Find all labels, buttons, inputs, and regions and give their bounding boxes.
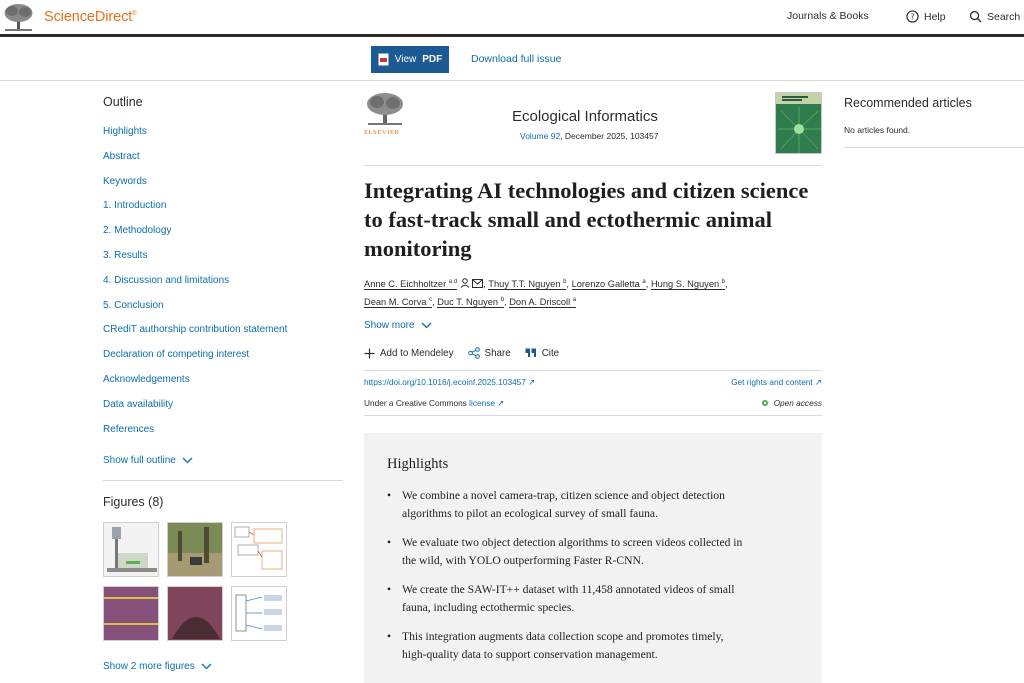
recommended-empty-message: No articles found. <box>844 125 911 135</box>
outline-item[interactable]: 1. Introduction <box>103 200 167 212</box>
highlight-item: • We combine a novel camera-trap, citizen science and object detection algorithms to pilot an ecological survey of small fauna. <box>387 487 747 523</box>
outline-item[interactable]: 3. Results <box>103 249 148 261</box>
cite-button[interactable]: Cite <box>525 347 559 359</box>
chevron-down-icon <box>421 322 432 329</box>
doi-link[interactable]: https://doi.org/10.1016/j.ecoinf.2025.103457 ↗ <box>364 377 536 387</box>
divider <box>364 370 822 371</box>
download-full-issue-link[interactable]: Download full issue <box>471 53 562 65</box>
journal-title[interactable]: Ecological Informatics <box>512 108 658 125</box>
figure-thumbnail[interactable] <box>231 586 287 641</box>
show-more-figures-button[interactable]: Show 2 more figures <box>103 661 212 672</box>
author-link[interactable]: Dean M. Corva $^c$ <box>364 297 433 308</box>
search-link[interactable]: Search <box>969 10 1020 23</box>
brand-logo[interactable]: ScienceDirect® <box>44 9 137 25</box>
outline-item[interactable]: Keywords <box>103 175 147 187</box>
quote-icon <box>525 348 537 358</box>
pdf-icon <box>378 53 389 66</box>
figure-thumbnail[interactable] <box>167 586 223 641</box>
open-access-icon <box>761 399 769 407</box>
add-to-mendeley-button[interactable]: Add to Mendeley <box>364 347 454 359</box>
volume-link[interactable]: Volume 92 <box>520 131 561 141</box>
site-header <box>0 0 1024 37</box>
view-pdf-button[interactable]: View PDF <box>371 46 449 73</box>
outline-item[interactable]: Highlights <box>103 126 147 137</box>
recommended-articles-heading: Recommended articles <box>844 96 972 110</box>
author-list: Anne C. Eichholtzer $^{a d}$ , Thuy T.T. Nguyen $^b$, Lorenzo Galletta $^a$, Hung S. Nguyen $^b$, Dean M. Corva $^c$, Duc T. Nguyen $^b$, Don A. Driscoll $^a$ <box>364 279 728 308</box>
author-link[interactable]: Anne C. Eichholtzer $^{a d}$ <box>364 279 458 290</box>
outline-item[interactable]: Declaration of competing interest <box>103 349 250 361</box>
chevron-down-icon <box>201 663 212 670</box>
svg-text:?: ? <box>910 11 915 22</box>
help-icon <box>906 10 919 23</box>
figure-thumbnail[interactable] <box>231 522 287 577</box>
outline-item[interactable]: Acknowledgements <box>103 373 190 385</box>
journals-books-link[interactable]: Journals & Books <box>787 10 869 22</box>
outline-list <box>103 126 287 448</box>
get-rights-link[interactable]: Get rights and content ↗ <box>731 377 822 387</box>
divider <box>364 165 822 166</box>
external-link-icon: ↗ <box>497 398 505 408</box>
open-access-badge: Open access <box>761 398 822 408</box>
highlights-section <box>364 433 822 683</box>
external-link-icon: ↗ <box>528 377 536 387</box>
plus-icon <box>364 348 375 359</box>
divider <box>844 147 1024 148</box>
license-link[interactable]: license <box>469 398 495 408</box>
publisher-name: ELSEVIER <box>364 129 400 136</box>
figure-thumbnail[interactable] <box>103 522 159 577</box>
divider <box>103 480 343 481</box>
outline-item[interactable]: CRediT authorship contribution statement <box>103 324 288 336</box>
chevron-down-icon <box>182 457 193 464</box>
share-icon <box>468 347 480 359</box>
share-button[interactable]: Share <box>468 347 511 359</box>
outline-heading: Outline <box>103 95 143 109</box>
figures-heading: Figures (8) <box>103 495 164 509</box>
outline-item[interactable]: 4. Discussion and limitations <box>103 274 230 286</box>
figure-thumbnail[interactable] <box>103 586 159 641</box>
author-link[interactable]: Hung S. Nguyen $^b$ <box>650 279 726 290</box>
highlight-item: • This integration augments data collection scope and promotes timely, high-quality data to support conservation management. <box>387 628 747 664</box>
outline-item[interactable]: 2. Methodology <box>103 225 172 237</box>
author-link[interactable]: Thuy T.T. Nguyen $^b$ <box>488 279 567 290</box>
journal-cover-image[interactable] <box>775 92 822 154</box>
divider <box>364 415 822 416</box>
external-link-icon: ↗ <box>815 377 822 387</box>
highlight-item: • We evaluate two object detection algorithms to screen videos collected in the wild, with YOLO outperforming Faster R-CNN. <box>387 534 747 570</box>
outline-item[interactable]: 5. Conclusion <box>103 299 164 311</box>
article-actions <box>364 347 559 359</box>
search-icon <box>969 10 982 23</box>
help-link[interactable]: ? Help <box>906 10 946 23</box>
person-icon[interactable] <box>460 278 470 288</box>
highlight-item: • We create the SAW-IT++ dataset with 11,458 annotated videos of small fauna, including ectothermic species. <box>387 581 747 617</box>
highlights-heading: Highlights <box>387 456 449 472</box>
email-icon[interactable] <box>472 279 483 288</box>
show-full-outline-button[interactable]: Show full outline <box>103 455 193 466</box>
show-more-button[interactable]: Show more <box>364 320 432 331</box>
author-link[interactable]: Duc T. Nguyen $^b$ <box>437 297 505 308</box>
article-toolbar <box>0 40 1024 81</box>
outline-item[interactable]: References <box>103 423 155 435</box>
figure-thumbnail[interactable] <box>167 522 223 577</box>
license-line: Under a Creative Commons license ↗ <box>364 398 505 408</box>
highlights-list <box>387 487 747 675</box>
author-link[interactable]: Lorenzo Galletta $^a$ <box>571 279 646 290</box>
outline-item[interactable]: Data availability <box>103 398 174 410</box>
article-title: Integrating AI technologies and citizen science to fast-track small and ectothermic animal monitoring <box>364 178 809 261</box>
outline-item[interactable]: Abstract <box>103 150 140 162</box>
author-link[interactable]: Don A. Driscoll $^a$ <box>509 297 577 308</box>
journal-issue-info: Volume 92, December 2025, 103457 <box>520 131 659 141</box>
elsevier-tree-logo[interactable] <box>2 3 35 32</box>
